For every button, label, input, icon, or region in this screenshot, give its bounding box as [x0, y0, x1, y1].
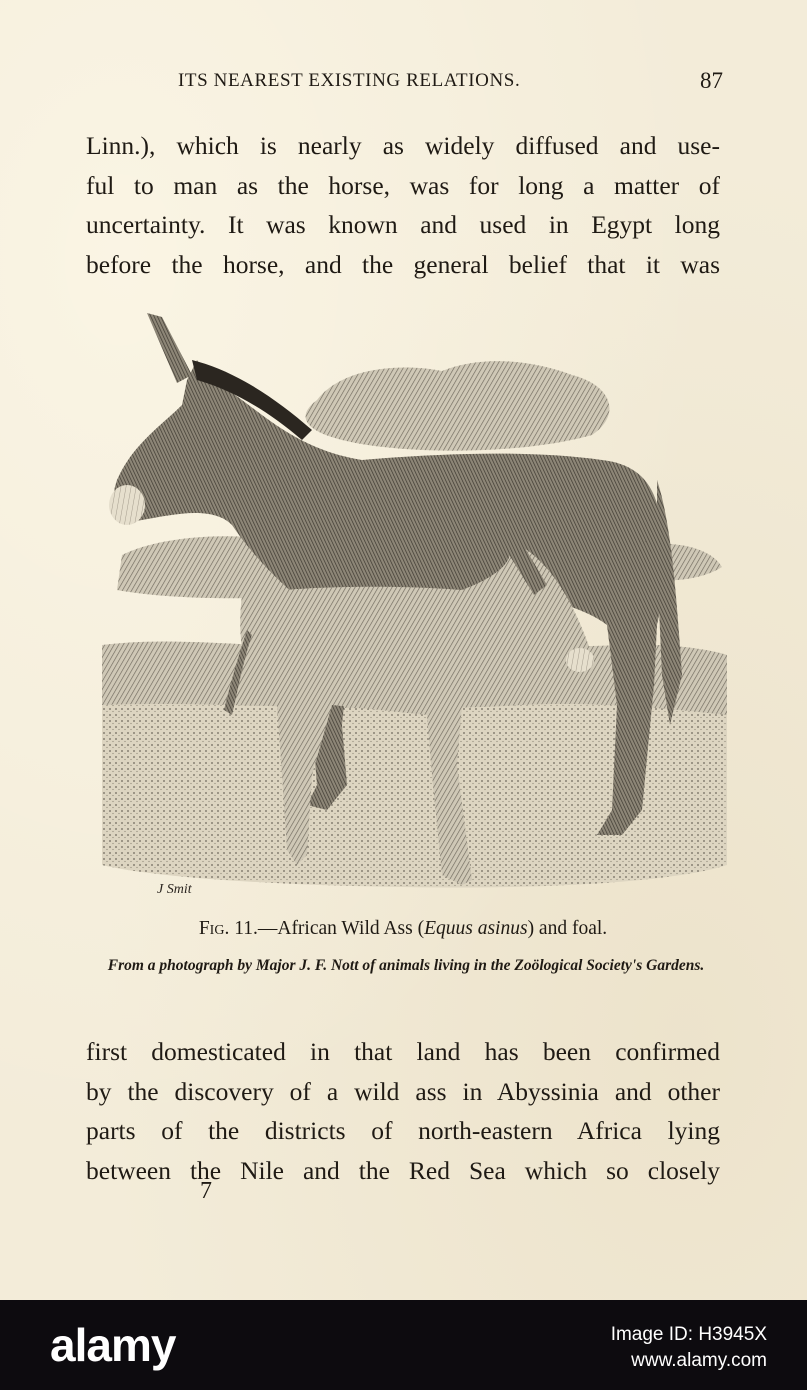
caption-text: —African Wild Ass (: [257, 918, 425, 939]
body-text-bottom: [86, 1032, 720, 1190]
foal-muzzle: [566, 648, 594, 672]
text-line: parts of the districts of north-eastern Africa lying: [86, 1116, 720, 1145]
body-text-top: [86, 126, 720, 284]
signature-mark: 7: [200, 1178, 212, 1204]
caption-tail: ) and foal.: [527, 918, 608, 939]
adult-muzzle: [109, 485, 145, 525]
figure-caption: [86, 918, 720, 940]
watermark-url: www.alamy.com: [631, 1350, 767, 1371]
watermark-image-id: Image ID: H3945X: [610, 1324, 767, 1345]
text-line: before the horse, and the general belief that it was: [86, 249, 720, 279]
text-line: first domesticated in that land has been confirmed: [86, 1037, 720, 1066]
artist-signature: J Smit: [157, 882, 192, 897]
text-line: ful to man as the horse, was for long a matter of: [86, 170, 720, 200]
species-name: Equus asinus: [424, 918, 528, 939]
text-line: by the discovery of a wild ass in Abyssinia and other: [86, 1076, 720, 1106]
running-head: [178, 68, 723, 98]
engraving-figure: [102, 305, 732, 905]
photo-credit: From a photograph by Major J. F. Nott of animals living in the Zoölogical Society's Gardens.: [107, 957, 705, 974]
text-line: Linn.), which is nearly as widely diffused and use-: [86, 131, 720, 160]
running-head-title: ITS NEAREST EXISTING RELATIONS.: [178, 70, 521, 91]
wild-ass-and-foal-illustration: [102, 305, 732, 905]
stock-watermark-bar: [0, 1300, 807, 1390]
adult-ear: [147, 313, 192, 383]
cloud-shape: [306, 361, 610, 451]
page-number: 87: [700, 68, 723, 93]
figure-label: Fig. 11.: [198, 918, 258, 939]
watermark-logo: alamy: [50, 1319, 176, 1371]
text-line: between the Nile and the Red Sea which so closely: [86, 1155, 720, 1185]
text-line: uncertainty. It was known and used in Egypt long: [86, 210, 720, 239]
